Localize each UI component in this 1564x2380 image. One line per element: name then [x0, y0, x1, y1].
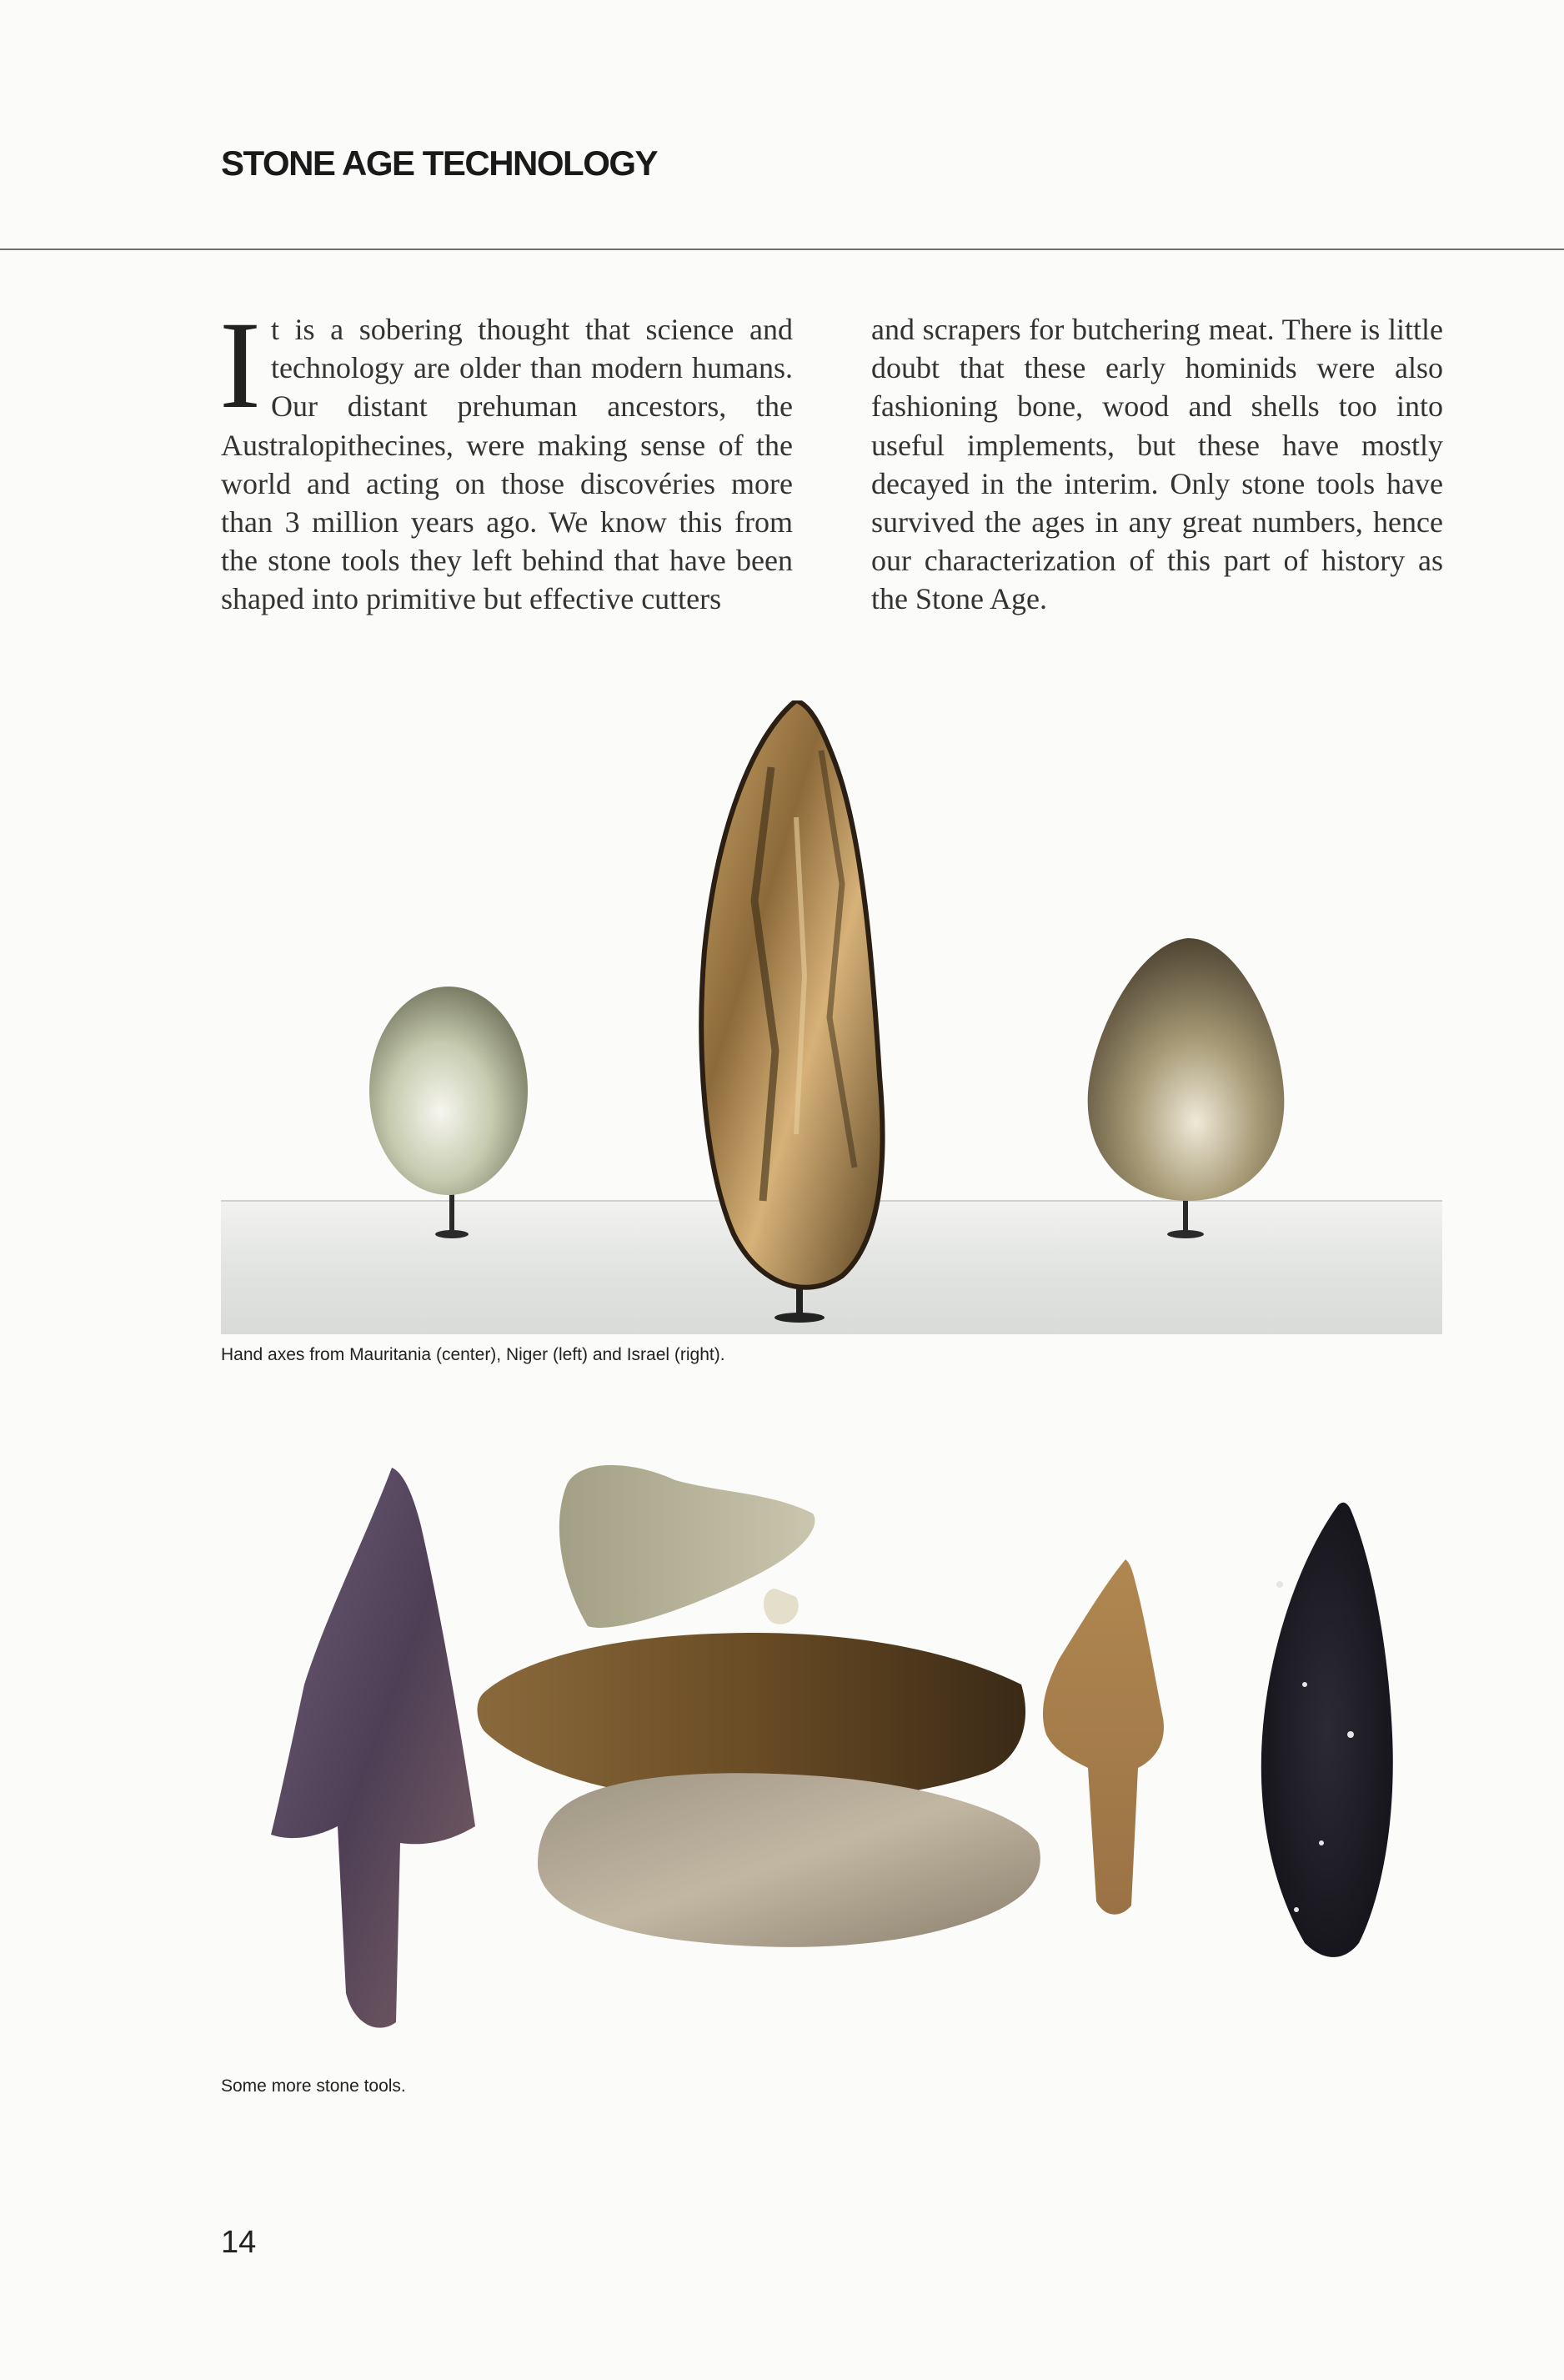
figure-caption: Hand axes from Mauritania (center), Niger (left) and Israel (right).: [221, 1345, 725, 1364]
page-number: 14: [221, 2225, 257, 2260]
section-title: STONE AGE TECHNOLOGY: [221, 143, 658, 183]
body-column-right: and scrapers for butchering meat. There is little doubt that these early hominids were also fashioning bone, wood and shells too into useful implements, but these have mostly decayed in the interim. Only stone tools have survived the ages in any great numbers, hence our characterization of this part of history as the Stone Age.: [871, 313, 1443, 616]
stone-tools-photo: [221, 1409, 1442, 2060]
body-column-left: [219, 296, 793, 619]
dark-obsidian-point-tool: [1261, 1503, 1393, 1957]
figure-caption: Some more stone tools.: [221, 2076, 406, 2096]
hand-axes-photo: [221, 700, 1442, 1334]
body-text-left: t is a sobering thought that science and technology are older than modern humans. Our distant prehuman ancestors, the Australopithecines, were making sense of the world and acting on those discovéries more than 3 million years ago. We know this from the stone tools they left behind that have been shaped into primitive but effective cutters: [221, 313, 793, 616]
israel-hand-axe: [1088, 938, 1285, 1238]
drop-cap: I: [219, 296, 261, 434]
purple-arrowhead-tool: [271, 1468, 475, 2028]
amber-point-tool: [1043, 1559, 1164, 1915]
header-rule: [0, 249, 1564, 250]
grey-flint-tool: [538, 1773, 1040, 1947]
grey-hand-axe-tool: [559, 1465, 815, 1628]
